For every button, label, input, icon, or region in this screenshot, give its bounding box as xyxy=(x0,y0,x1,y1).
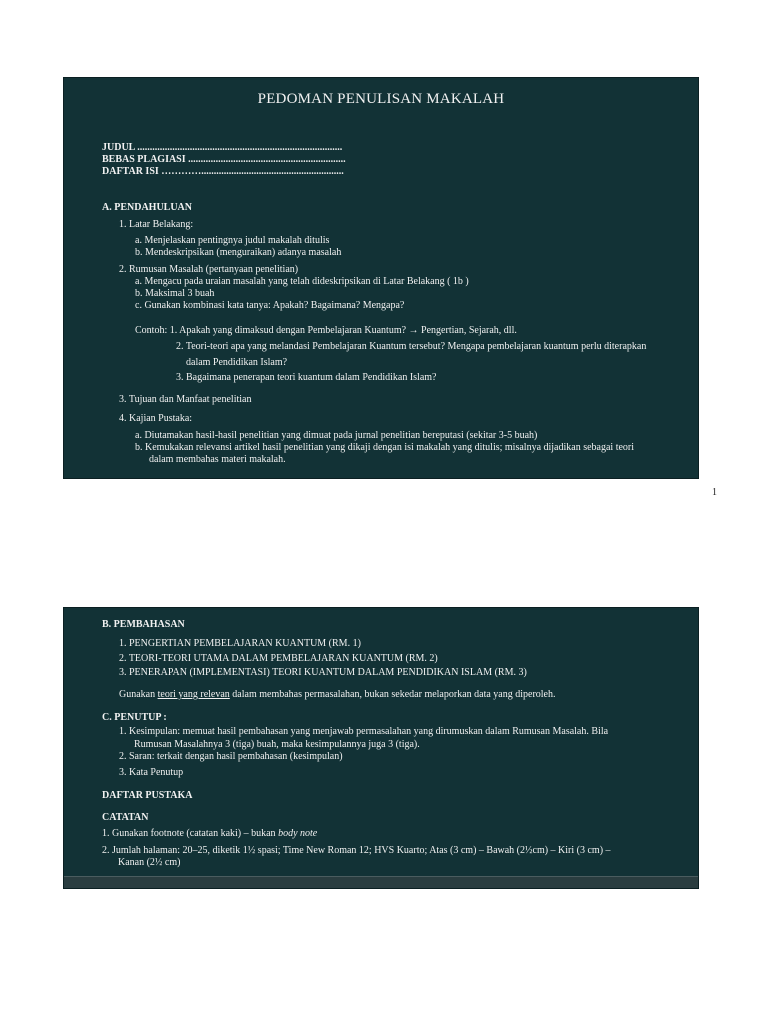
slide-2 xyxy=(64,608,698,888)
list-item: 3. PENERAPAN (IMPLEMENTASI) TEORI KUANTUM DALAM PENDIDIKAN ISLAM (RM. 3) xyxy=(119,667,527,678)
slide-bottom-bar xyxy=(64,876,698,888)
page-number: 1 xyxy=(712,487,717,498)
list-item: Kanan (2½ cm) xyxy=(118,857,181,868)
judul-line: JUDUL .................................................................................. xyxy=(102,142,343,153)
list-item: b. Maksimal 3 buah xyxy=(135,288,215,299)
catatan-heading: CATATAN xyxy=(102,812,149,823)
list-item: 1. Latar Belakang: xyxy=(119,219,194,230)
bebas-plagiasi-line: BEBAS PLAGIASI ............................................................... xyxy=(102,154,346,165)
list-item: 1. PENGERTIAN PEMBELAJARAN KUANTUM (RM. 1) xyxy=(119,638,361,649)
example-line: Contoh: 1. Apakah yang dimaksud dengan Pembelajaran Kuantum? → Pengertian, Sejarah, dll. xyxy=(135,325,517,336)
example-line: dalam Pendidikan Islam? xyxy=(186,357,288,368)
list-item: 2. Rumusan Masalah (pertanyaan penelitian) xyxy=(119,264,299,275)
list-item: 3. Tujuan dan Manfaat penelitian xyxy=(119,394,252,405)
list-item: a. Diutamakan hasil-hasil penelitian yang dimuat pada jurnal penelitian bereputasi (sekitar 3-5 buah) xyxy=(135,430,538,441)
list-item: 2. TEORI-TEORI UTAMA DALAM PEMBELAJARAN KUANTUM (RM. 2) xyxy=(119,653,438,664)
list-item: c. Gunakan kombinasi kata tanya: Apakah? Bagaimana? Mengapa? xyxy=(135,300,405,311)
document-title: PEDOMAN PENULISAN MAKALAH xyxy=(257,91,505,107)
list-item: Rumusan Masalahnya 3 (tiga) buah, maka kesimpulannya juga 3 (tiga). xyxy=(134,739,420,750)
section-b-heading: B. PEMBAHASAN xyxy=(102,619,185,630)
list-item: 2. Jumlah halaman: 20–25, diketik 1½ spasi; Time New Roman 12; HVS Kuarto; Atas (3 cm) – Bawah (2½cm) – Kiri (3 cm) – xyxy=(102,845,611,856)
note-relevant-theory: Gunakan teori yang relevan dalam membahas permasalahan, bukan sekedar melaporkan data yang diperoleh. xyxy=(119,689,556,700)
daftar-pustaka-heading: DAFTAR PUSTAKA xyxy=(102,790,193,801)
list-item: 2. Saran: terkait dengan hasil pembahasan (kesimpulan) xyxy=(119,751,343,762)
list-item: a. Menjelaskan pentingnya judul makalah ditulis xyxy=(135,235,330,246)
list-item: b. Kemukakan relevansi artikel hasil penelitian yang dikaji dengan isi makalah yang ditulis; misalnya dijadikan sebagai teori xyxy=(135,442,635,453)
list-item: a. Mengacu pada uraian masalah yang telah dideskripsikan di Latar Belakang ( 1b ) xyxy=(135,276,469,287)
list-item: dalam membahas materi makalah. xyxy=(149,454,286,465)
list-item: 1. Gunakan footnote (catatan kaki) – bukan body note xyxy=(102,828,318,839)
daftar-isi-line: DAFTAR ISI …………......................................................... xyxy=(102,166,344,177)
section-a-heading: A. PENDAHULUAN xyxy=(102,202,192,213)
example-line: 3. Bagaimana penerapan teori kuantum dalam Pendidikan Islam? xyxy=(176,372,437,383)
list-item: 3. Kata Penutup xyxy=(119,767,184,778)
example-line: 2. Teori-teori apa yang melandasi Pembelajaran Kuantum tersebut? Mengapa pembelajaran kuantum perlu diterapkan xyxy=(176,341,647,352)
list-item: b. Mendeskripsikan (menguraikan) adanya masalah xyxy=(135,247,342,258)
list-item: 4. Kajian Pustaka: xyxy=(119,413,193,424)
slide-1 xyxy=(64,78,698,478)
list-item: 1. Kesimpulan: memuat hasil pembahasan yang menjawab permasalahan yang dirumuskan dalam Rumusan Masalah. Bila xyxy=(119,726,609,737)
section-c-heading: C. PENUTUP : xyxy=(102,712,167,723)
